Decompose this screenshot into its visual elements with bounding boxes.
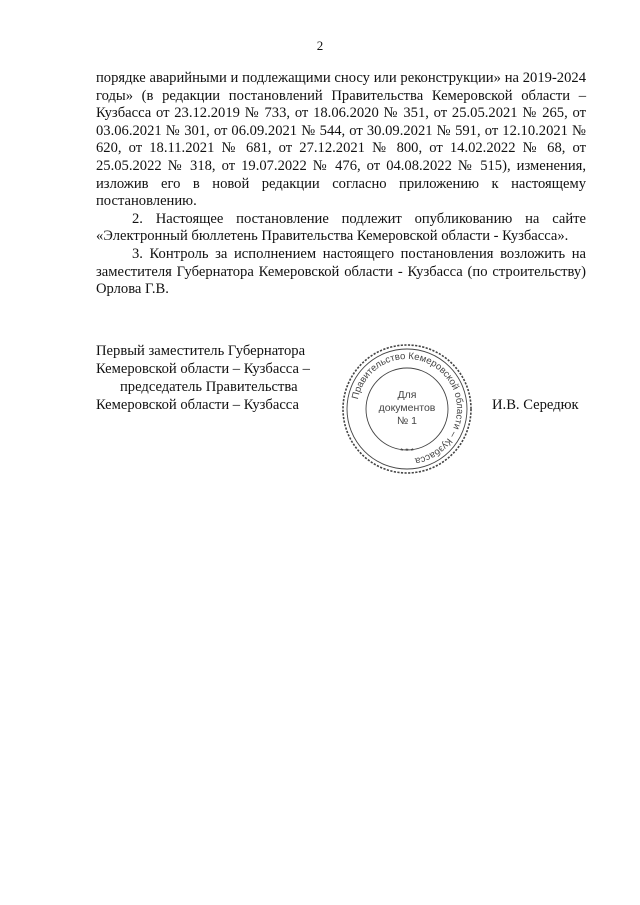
official-seal	[340, 342, 474, 476]
position-line: Первый заместитель Губернатора	[96, 343, 306, 359]
signatory-position	[96, 342, 336, 414]
position-line: председатель Правительства	[120, 379, 298, 395]
paragraph-3: 3. Контроль за исполнением настоящего постановления возложить на заместителя Губернатора Кемеровской области - Кузбасса (по строительству) Орлова Г.В.	[96, 245, 586, 298]
seal-center-text: № 1	[396, 415, 418, 427]
signatory-name: И.В. Середюк	[492, 397, 579, 413]
seal-bottom-mark: * * *	[400, 447, 414, 456]
seal-ring-text: Правительство Кемеровской области – Кузбасса	[350, 350, 466, 467]
seal-center-text: документов	[378, 402, 436, 414]
position-line: Кемеровской области – Кузбасса –	[96, 361, 310, 377]
page-number: 2	[316, 38, 324, 53]
document-body	[96, 70, 586, 299]
paragraph-1: порядке аварийными и подлежащими сносу или реконструкции» на 2019-2024 годы» (в редакции постановлений Правительства Кемеровской области – Кузбасса от 23.12.2019 № 733, от 18.06.2020 № 351, от 25.05.2021 № 265, от 03.06.2021 № 301, от 06.09.2021 № 544, от 30.09.2021 № 591, от 12.10.2021 № 620, от 18.11.2021 № 681, от 27.12.2021 № 800, от 14.02.2022 № 68, от 25.05.2022 № 318, от 19.07.2022 № 476, от 04.08.2022 № 515), изменения, изложив его в новой редакции согласно приложению к настоящему постановлению.	[96, 70, 586, 210]
seal-center-text: Для	[397, 389, 417, 401]
seal-graphic	[340, 342, 474, 476]
paragraph-2: 2. Настоящее постановление подлежит опубликованию на сайте «Электронный бюллетень Правительства Кемеровской области - Кузбасса».	[96, 210, 586, 245]
position-line: Кемеровской области – Кузбасса	[96, 397, 299, 413]
